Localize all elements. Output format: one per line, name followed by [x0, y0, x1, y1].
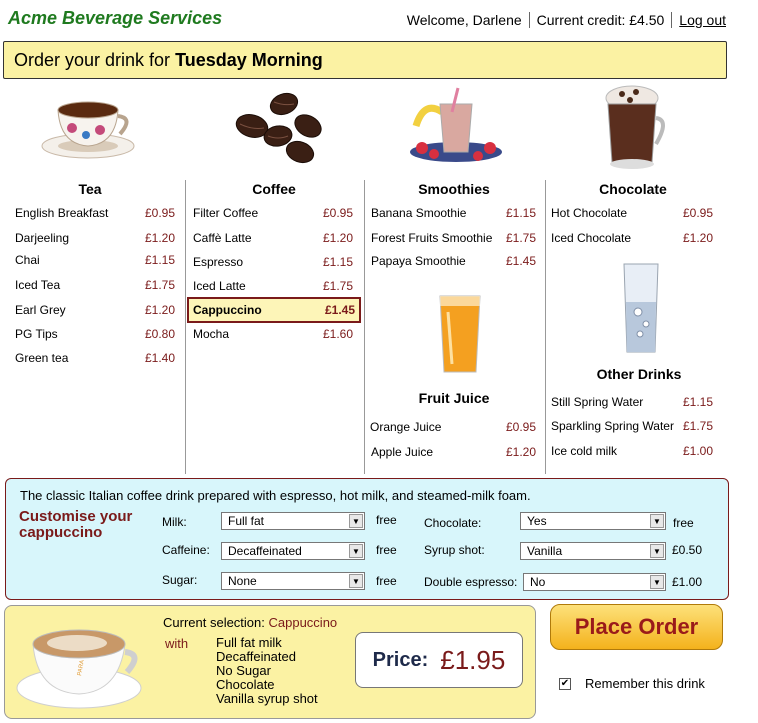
item-name: Hot Chocolate — [551, 206, 628, 220]
item-price: £1.20 — [682, 231, 713, 245]
item-name: Espresso — [193, 255, 244, 269]
item-price: £0.95 — [144, 206, 175, 220]
caffeine-label: Caffeine: — [162, 543, 210, 557]
item-price: £1.20 — [144, 231, 175, 245]
chevron-down-icon[interactable]: ▼ — [650, 544, 664, 558]
chevron-down-icon[interactable]: ▼ — [349, 514, 363, 528]
credit-text: Current credit: £4.50 — [536, 12, 665, 28]
item-name: Iced Latte — [193, 279, 246, 293]
chocolate-label: Chocolate: — [424, 516, 482, 530]
logout-link[interactable]: Log out — [679, 12, 726, 28]
double-espresso-value: No — [530, 575, 546, 589]
category-title-fruit-juice: Fruit Juice — [418, 390, 490, 406]
with-label: with — [165, 636, 189, 651]
item-name: PG Tips — [15, 327, 58, 341]
list-item: Vanilla syrup shot — [216, 691, 318, 706]
item-name: Darjeeling — [15, 231, 70, 245]
menu-item[interactable] — [15, 351, 175, 365]
item-name: English Breakfast — [15, 206, 109, 220]
menu-item[interactable] — [551, 444, 713, 458]
column-divider — [185, 180, 186, 474]
menu-item[interactable] — [15, 327, 175, 341]
sugar-select[interactable] — [221, 572, 365, 590]
menu-item[interactable] — [371, 254, 536, 268]
item-price: £0.95 — [505, 420, 536, 434]
item-name: Still Spring Water — [551, 395, 644, 409]
item-price: £1.40 — [144, 351, 175, 365]
item-price: £1.20 — [505, 445, 536, 459]
item-price: £1.20 — [322, 231, 353, 245]
item-name: Caffè Latte — [193, 231, 252, 245]
remember-checkbox[interactable]: ✔ — [560, 677, 570, 689]
item-name: Iced Chocolate — [551, 231, 632, 245]
milk-cost: free — [376, 513, 397, 527]
column-divider — [364, 180, 365, 474]
list-item: No Sugar — [216, 663, 271, 678]
current-selection — [163, 615, 337, 630]
menu-item[interactable] — [371, 206, 536, 220]
sugar-label: Sugar: — [162, 573, 198, 587]
remember-drink[interactable] — [559, 676, 705, 691]
item-name: Forest Fruits Smoothie — [371, 231, 493, 245]
welcome-text: Welcome, Darlene — [406, 12, 522, 28]
brand-title: Acme Beverage Services — [8, 8, 223, 28]
menu-item[interactable] — [551, 206, 713, 220]
menu-item[interactable] — [15, 303, 175, 317]
chevron-down-icon[interactable]: ▼ — [349, 574, 363, 588]
menu-item[interactable] — [15, 231, 175, 245]
menu-item[interactable] — [551, 419, 713, 433]
sugar-value: None — [228, 574, 257, 588]
item-name: Mocha — [193, 327, 230, 341]
item-name: Ice cold milk — [551, 444, 618, 458]
item-name: Orange Juice — [370, 420, 442, 434]
category-title-coffee: Coffee — [252, 181, 296, 197]
item-price: £1.75 — [322, 279, 353, 293]
item-price: £1.15 — [144, 253, 175, 267]
double-espresso-label: Double espresso: — [424, 575, 518, 589]
menu-item-selected[interactable] — [187, 297, 361, 323]
category-title-smoothies: Smoothies — [418, 181, 490, 197]
customise-title — [19, 509, 159, 541]
syrup-label: Syrup shot: — [424, 543, 485, 557]
menu-item[interactable] — [193, 206, 353, 220]
item-price: £1.15 — [505, 206, 536, 220]
chevron-down-icon[interactable]: ▼ — [650, 575, 664, 589]
drink-description: The classic Italian coffee drink prepared with espresso, hot milk, and steamed-milk foam. — [20, 488, 531, 503]
item-price: £1.15 — [322, 255, 353, 269]
item-name: Cappuccino — [193, 303, 262, 317]
item-price: £1.15 — [682, 395, 713, 409]
double-espresso-cost: £1.00 — [672, 575, 703, 589]
item-name: Apple Juice — [371, 445, 434, 459]
divider — [671, 12, 672, 28]
menu-item[interactable] — [551, 395, 713, 409]
menu-item[interactable] — [551, 231, 713, 245]
menu-item[interactable] — [371, 231, 536, 245]
svg-text:PARA: PARA — [77, 659, 86, 677]
banner-prefix: Order your drink for — [14, 50, 176, 70]
item-price: £1.75 — [505, 231, 536, 245]
extras-list — [216, 636, 318, 706]
current-selection-label: Current selection: — [163, 615, 269, 630]
chocolate-cost: free — [673, 516, 694, 530]
item-price: £1.75 — [682, 419, 713, 433]
item-name: Chai — [15, 253, 40, 267]
item-price: £1.45 — [324, 303, 355, 317]
column-divider — [545, 180, 546, 474]
milk-label: Milk: — [162, 515, 187, 529]
double-espresso-select[interactable] — [523, 573, 666, 591]
banner-day: Tuesday Morning — [175, 50, 323, 70]
item-price: £1.20 — [144, 303, 175, 317]
item-name: Sparkling Spring Water — [551, 419, 674, 433]
cappuccino-cup-image — [15, 614, 147, 714]
orange-juice-image[interactable] — [436, 294, 484, 374]
item-name: Banana Smoothie — [371, 206, 467, 220]
remember-label: Remember this drink — [585, 676, 705, 691]
current-selection-name: Cappuccino — [268, 615, 338, 630]
menu-item[interactable] — [193, 327, 353, 341]
price-value: £1.95 — [440, 644, 506, 675]
water-glass-image[interactable] — [622, 262, 660, 354]
item-price: £0.95 — [322, 206, 353, 220]
item-name: Filter Coffee — [193, 206, 259, 220]
item-price: £1.00 — [682, 444, 713, 458]
category-title-other-drinks: Other Drinks — [596, 366, 682, 382]
category-title-chocolate: Chocolate — [599, 181, 667, 197]
menu-item[interactable] — [193, 231, 353, 245]
menu-item[interactable] — [15, 206, 175, 220]
item-name: Earl Grey — [15, 303, 66, 317]
syrup-select[interactable] — [520, 542, 666, 560]
caffeine-select[interactable] — [221, 542, 365, 560]
item-price: £1.60 — [322, 327, 353, 341]
chocolate-value: Yes — [527, 514, 547, 528]
divider — [529, 12, 530, 28]
customise-title-line: cappuccino — [19, 524, 103, 541]
menu-item[interactable] — [371, 445, 536, 459]
list-item: Full fat milk — [216, 635, 282, 650]
milk-value: Full fat — [228, 514, 265, 528]
item-price: £1.75 — [144, 278, 175, 292]
item-name: Iced Tea — [15, 278, 61, 292]
item-price: £1.45 — [505, 254, 536, 268]
menu-item[interactable] — [15, 278, 175, 292]
list-item: Chocolate — [216, 677, 275, 692]
menu-item[interactable] — [193, 255, 353, 269]
chevron-down-icon[interactable]: ▼ — [349, 544, 363, 558]
place-order-button[interactable]: Place Order — [550, 604, 723, 650]
milk-select[interactable] — [221, 512, 365, 530]
sugar-cost: free — [376, 574, 397, 588]
caffeine-cost: free — [376, 543, 397, 557]
order-banner — [3, 41, 727, 79]
chevron-down-icon[interactable]: ▼ — [650, 514, 664, 528]
price-box — [355, 632, 523, 688]
syrup-cost: £0.50 — [672, 543, 703, 557]
syrup-value: Vanilla — [527, 544, 563, 558]
category-title-tea: Tea — [78, 181, 102, 197]
tea-cup-image[interactable] — [38, 88, 138, 162]
item-name: Green tea — [15, 351, 69, 365]
list-item: Decaffeinated — [216, 649, 296, 664]
selection-panel — [4, 605, 536, 719]
price-label: Price: — [372, 648, 429, 671]
menu-item[interactable] — [193, 279, 353, 293]
caffeine-value: Decaffeinated — [228, 544, 302, 558]
menu-item[interactable] — [15, 253, 175, 267]
customise-title-line: Customise your — [19, 508, 133, 525]
coffee-beans-image[interactable] — [224, 86, 328, 168]
item-price: £0.80 — [144, 327, 175, 341]
smoothie-image[interactable] — [406, 86, 506, 168]
hot-chocolate-image[interactable] — [600, 84, 670, 172]
customise-panel — [5, 478, 729, 600]
menu-item[interactable] — [370, 420, 536, 434]
item-price: £0.95 — [682, 206, 713, 220]
chocolate-select[interactable] — [520, 512, 666, 530]
item-name: Papaya Smoothie — [371, 254, 466, 268]
user-bar — [407, 12, 726, 28]
